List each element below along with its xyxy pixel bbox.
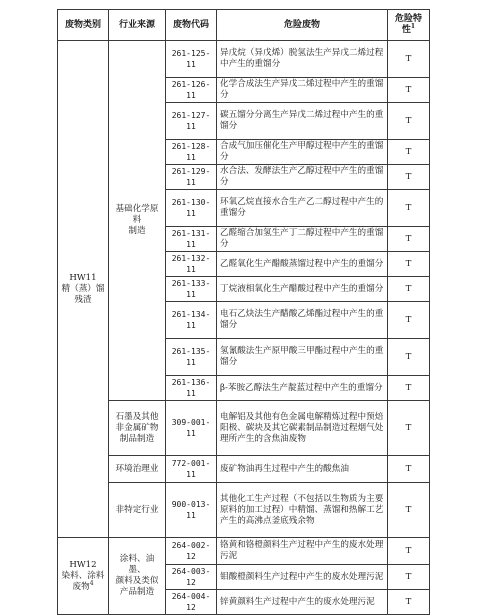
- category-cell-hw12: HW12 染料、涂料 废物$^4$: [58, 538, 109, 615]
- code-cell: 261-129-11: [166, 165, 217, 190]
- char-cell: T: [388, 302, 430, 339]
- source-cell-nonspecific: 非特定行业: [109, 483, 166, 538]
- source-cell-env: 环境治理业: [109, 456, 166, 483]
- desc-cell: 乙醛缩合加氢生产丁二醇过程中产生的重馏分: [217, 227, 388, 252]
- source-cell-chem: 基础化学原料 制造: [109, 41, 166, 401]
- desc-cell: 电解铝及其他有色金属电解精炼过程中预焙阳极、碳块及其它碳素制品制造过程烟气处理所产生的含焦油废物: [217, 401, 388, 456]
- desc-cell: 丁烷液相氧化生产醋酸过程中产生的重馏分: [217, 277, 388, 302]
- code-cell: 261-136-11: [166, 376, 217, 401]
- char-cell: T: [388, 190, 430, 227]
- code-cell: 261-125-11: [166, 41, 217, 78]
- char-cell: T: [388, 41, 430, 78]
- desc-cell: 废矿物油再生过程中产生的酸焦油: [217, 456, 388, 483]
- category-cell-hw11: HW11 精（蒸）馏 残渣: [58, 41, 109, 538]
- code-cell: 772-001-11: [166, 456, 217, 483]
- hazardous-waste-table: [57, 9, 430, 615]
- code-cell: 261-135-11: [166, 339, 217, 376]
- code-cell: 264-002-12: [166, 538, 217, 565]
- table-row: [58, 401, 430, 456]
- table-row: [58, 538, 430, 565]
- source-cell-metal: 石墨及其他 非金属矿物 制品制造: [109, 401, 166, 456]
- code-cell: 261-134-11: [166, 302, 217, 339]
- char-cell: T: [388, 227, 430, 252]
- code-cell: 261-132-11: [166, 252, 217, 277]
- char-cell: T: [388, 277, 430, 302]
- char-cell: T: [388, 590, 430, 615]
- code-cell: 261-130-11: [166, 190, 217, 227]
- char-cell: T: [388, 165, 430, 190]
- code-cell: 900-013-11: [166, 483, 217, 538]
- header-characteristic: 危险特性$^1$: [388, 10, 430, 41]
- code-cell: 264-003-12: [166, 565, 217, 590]
- desc-cell: 铬黄和铬橙颜料生产过程中产生的废水处理污泥: [217, 538, 388, 565]
- desc-cell: 其他化工生产过程（不包括以生物质为主要原料的加工过程）中精馏、蒸馏和热解工艺产生的高沸点釜底残余物: [217, 483, 388, 538]
- char-cell: T: [388, 376, 430, 401]
- char-cell: T: [388, 140, 430, 165]
- source-cell-paint: 涂料、油墨、 颜料及类似 产品制造: [109, 538, 166, 615]
- desc-cell: 电石乙炔法生产醋酸乙烯酯过程中产生的重馏分: [217, 302, 388, 339]
- desc-cell: 环氧乙烷直接水合生产乙二醇过程中产生的重馏分: [217, 190, 388, 227]
- desc-cell: 钼酸橙颜料生产过程中产生的废水处理污泥: [217, 565, 388, 590]
- char-cell: T: [388, 565, 430, 590]
- desc-cell: 化学合成法生产异戊二烯过程中产生的重馏分: [217, 78, 388, 103]
- table-row: [58, 41, 430, 78]
- header-source: 行业来源: [109, 10, 166, 41]
- char-cell: T: [388, 538, 430, 565]
- code-cell: 261-128-11: [166, 140, 217, 165]
- code-cell: 309-001-11: [166, 401, 217, 456]
- code-cell: 264-004-12: [166, 590, 217, 615]
- char-cell: T: [388, 78, 430, 103]
- desc-cell: 异戊烷（异戊烯）脱氢法生产异戊二烯过程中产生的重馏分: [217, 41, 388, 78]
- code-cell: 261-126-11: [166, 78, 217, 103]
- header-waste: 危险废物: [217, 10, 388, 41]
- desc-cell: 乙醛氧化生产醋酸蒸馏过程中产生的重馏分: [217, 252, 388, 277]
- desc-cell: 锌黄颜料生产过程中产生的废水处理污泥: [217, 590, 388, 615]
- desc-cell: β-苯胺乙醇法生产靛蓝过程中产生的重馏分: [217, 376, 388, 401]
- header-code: 废物代码: [166, 10, 217, 41]
- code-cell: 261-131-11: [166, 227, 217, 252]
- header-row: [58, 10, 430, 41]
- char-cell: T: [388, 252, 430, 277]
- code-cell: 261-133-11: [166, 277, 217, 302]
- char-cell: T: [388, 401, 430, 456]
- table-row: [58, 483, 430, 538]
- header-category: 废物类别: [58, 10, 109, 41]
- desc-cell: 水合法、发酵法生产乙醇过程中产生的重馏分: [217, 165, 388, 190]
- char-cell: T: [388, 339, 430, 376]
- code-cell: 261-127-11: [166, 103, 217, 140]
- char-cell: T: [388, 483, 430, 538]
- table-row: [58, 456, 430, 483]
- desc-cell: 氢氰酸法生产原甲酸三甲酯过程中产生的重馏分: [217, 339, 388, 376]
- char-cell: T: [388, 103, 430, 140]
- desc-cell: 碳五馏分分离生产异戊二烯过程中产生的重馏分: [217, 103, 388, 140]
- desc-cell: 合成气加压催化生产甲醇过程中产生的重馏分: [217, 140, 388, 165]
- char-cell: T: [388, 456, 430, 483]
